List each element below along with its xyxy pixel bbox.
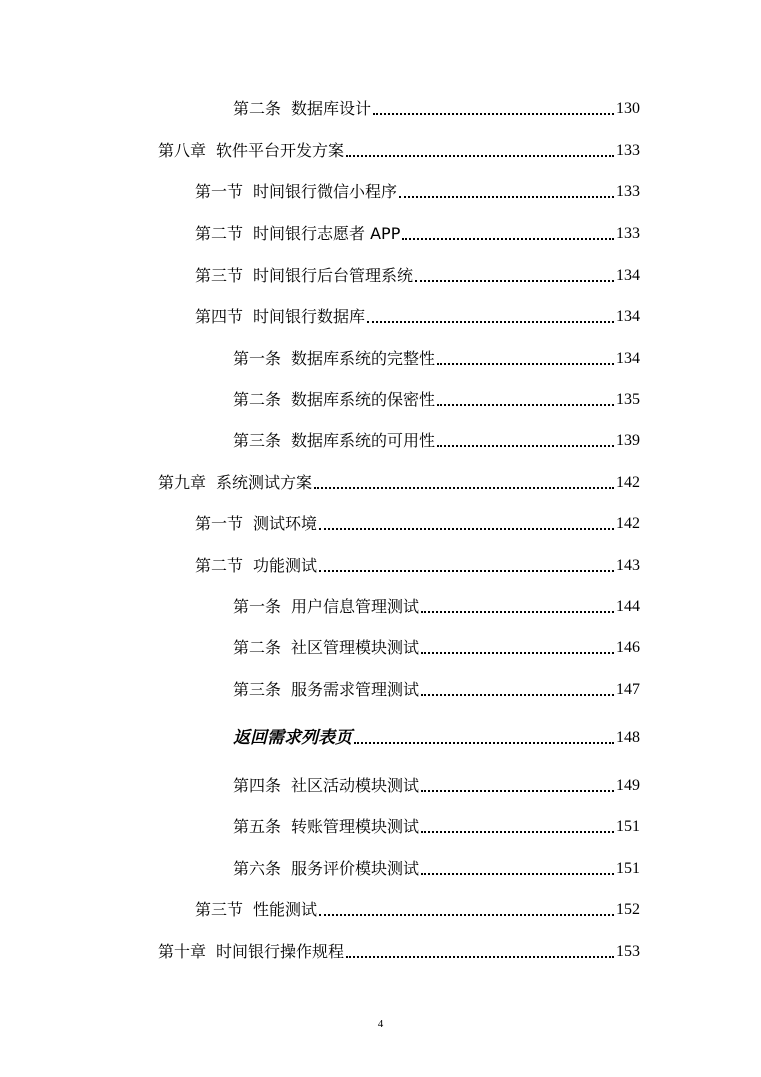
toc-entry-title: 社区管理模块测试: [291, 638, 420, 657]
toc-entry-title: 社区活动模块测试: [291, 776, 420, 795]
toc-entry[interactable]: [158, 938, 640, 962]
toc-entry-number: 第八章: [158, 141, 207, 160]
toc-entry-number: 第九章: [158, 473, 207, 492]
toc-entry-page: 146: [616, 639, 640, 656]
toc-entry-number: 第二条: [233, 99, 282, 118]
toc-entry-page: 149: [616, 777, 640, 794]
dot-leader: [437, 444, 614, 447]
toc-entry-page: 152: [616, 901, 640, 918]
dot-leader: [399, 195, 614, 198]
toc-entry-title: 数据库系统的保密性: [291, 390, 436, 409]
toc-entry-page: 130: [616, 100, 640, 117]
toc-entry-title: 性能测试: [253, 900, 318, 919]
toc-entry-number: 第一条: [233, 597, 282, 616]
toc-entry[interactable]: [195, 262, 640, 286]
toc-entry-page: 134: [616, 308, 640, 325]
toc-entry[interactable]: [233, 676, 640, 700]
toc-entry-title: 时间银行后台管理系统: [253, 266, 414, 285]
toc-entry-title: 时间银行志愿者 APP: [253, 224, 401, 243]
toc-entry-number: 第三节: [195, 266, 244, 285]
toc-entry-page: 142: [616, 515, 640, 532]
toc-entry[interactable]: [233, 95, 640, 119]
toc-entry-page: 142: [616, 474, 640, 491]
toc-entry[interactable]: [195, 220, 640, 244]
dot-leader: [346, 955, 614, 958]
toc-entry-title: 转账管理模块测试: [291, 817, 420, 836]
toc-entry-page: 135: [616, 391, 640, 408]
toc-entry-number: 第二条: [233, 390, 282, 409]
dot-leader: [421, 872, 614, 875]
dot-leader: [319, 913, 614, 916]
toc-entry-page: 148: [616, 729, 640, 746]
toc-entry-page: 134: [616, 350, 640, 367]
toc-entry-number: 第十章: [158, 942, 207, 961]
toc-entry-page: 151: [616, 860, 640, 877]
dot-leader: [421, 693, 614, 696]
toc-entry[interactable]: [233, 813, 640, 837]
toc-entry[interactable]: [195, 896, 640, 920]
toc-entry-number: 第三条: [233, 680, 282, 699]
toc-entry-page: 151: [616, 818, 640, 835]
toc-entry-number: 第四条: [233, 776, 282, 795]
toc-entry[interactable]: [233, 772, 640, 796]
toc-entry-number: 第五条: [233, 817, 282, 836]
dot-leader: [421, 610, 614, 613]
toc-entry-number: 第一节: [195, 182, 244, 201]
dot-leader: [319, 569, 614, 572]
dot-leader: [437, 403, 614, 406]
toc-entry[interactable]: [195, 303, 640, 327]
toc-entry-emphasis[interactable]: [233, 724, 640, 748]
toc-entry-page: 133: [616, 225, 640, 242]
toc-entry-number: 第三节: [195, 900, 244, 919]
toc-entry[interactable]: [158, 469, 640, 493]
toc-entry-title: 服务评价模块测试: [291, 859, 420, 878]
toc-entry-title: 用户信息管理测试: [291, 597, 420, 616]
toc-entry[interactable]: [233, 593, 640, 617]
toc-entry-number: 第一节: [195, 514, 244, 533]
toc-entry-number: 第四节: [195, 307, 244, 326]
toc-entry-title: 数据库系统的完整性: [291, 349, 436, 368]
dot-leader: [354, 741, 614, 744]
toc-entry[interactable]: [195, 552, 640, 576]
toc-entry-page: 134: [616, 267, 640, 284]
dot-leader: [421, 651, 614, 654]
toc-entry-title: 数据库系统的可用性: [291, 431, 436, 450]
dot-leader: [367, 320, 614, 323]
dot-leader: [373, 112, 614, 115]
toc-entry-page: 143: [616, 557, 640, 574]
dot-leader: [421, 830, 614, 833]
toc-entry-title: 测试环境: [253, 514, 318, 533]
toc-entry-number: 第二节: [195, 224, 244, 243]
toc-entry-number: 第二条: [233, 638, 282, 657]
dot-leader: [415, 279, 614, 282]
toc-entry-page: 153: [616, 943, 640, 960]
toc-entry-title: 软件平台开发方案: [216, 141, 345, 160]
toc-entry[interactable]: [195, 178, 640, 202]
toc-entry-page: 144: [616, 598, 640, 615]
dot-leader: [346, 154, 614, 157]
toc-entry-title: 数据库设计: [291, 99, 372, 118]
toc-entry-number: 第一条: [233, 349, 282, 368]
toc-entry[interactable]: [233, 634, 640, 658]
toc-entry[interactable]: [233, 386, 640, 410]
toc-entry-title: 时间银行数据库: [253, 307, 366, 326]
toc-entry[interactable]: [233, 427, 640, 451]
toc-entry-title: 服务需求管理测试: [291, 680, 420, 699]
dot-leader: [421, 789, 614, 792]
toc-entry-page: 139: [616, 432, 640, 449]
toc-entry-title: 时间银行微信小程序: [253, 182, 398, 201]
toc-entry-page: 147: [616, 681, 640, 698]
toc-entry[interactable]: [233, 345, 640, 369]
page-number: 4: [377, 1018, 384, 1030]
dot-leader: [402, 237, 614, 240]
dot-leader: [437, 362, 614, 365]
toc-entry-number: 第二节: [195, 556, 244, 575]
toc-entry-title: 返回需求列表页: [233, 728, 352, 748]
dot-leader: [319, 527, 614, 530]
toc-entry-page: 133: [616, 183, 640, 200]
dot-leader: [314, 486, 614, 489]
toc-entry-number: 第三条: [233, 431, 282, 450]
toc-entry[interactable]: [233, 855, 640, 879]
toc-entry-title: 系统测试方案: [216, 473, 313, 492]
toc-entry[interactable]: [158, 137, 640, 161]
toc-entry-page: 133: [616, 142, 640, 159]
toc-entry-title: 功能测试: [253, 556, 318, 575]
toc-entry-number: 第六条: [233, 859, 282, 878]
toc-entry-title: 时间银行操作规程: [216, 942, 345, 961]
toc-entry[interactable]: [195, 510, 640, 534]
